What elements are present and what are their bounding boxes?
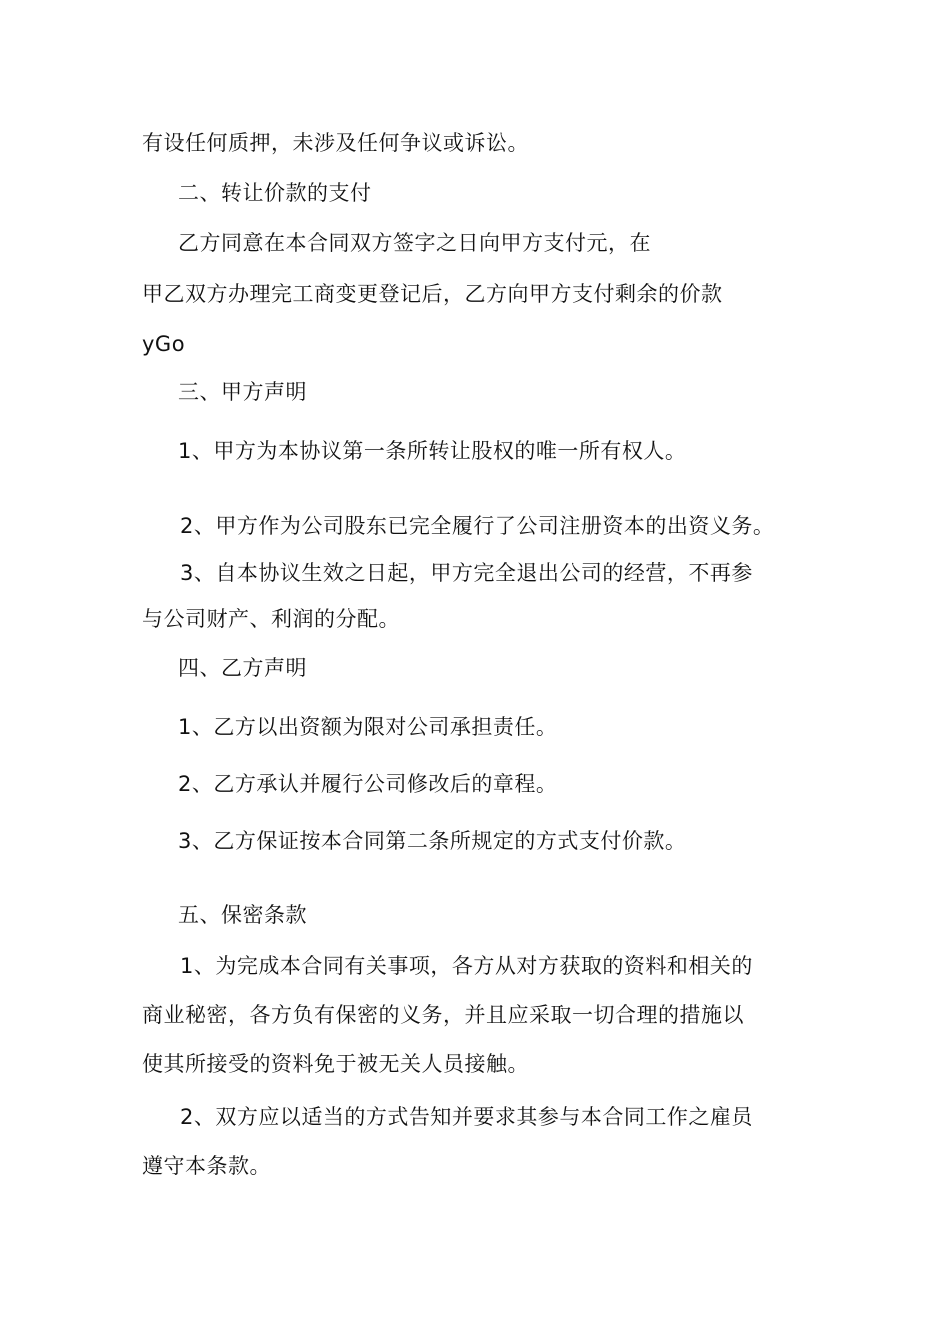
- clause-party-a-2: 2、甲方作为公司股东已完全履行了公司注册资本的出资义务。: [180, 514, 775, 538]
- paragraph-line-payment-2: 甲乙双方办理完工商变更登记后，乙方向甲方支付剩余的价款: [142, 282, 723, 306]
- clause-confidentiality-1-line-1: 1、为完成本合同有关事项，各方从对方获取的资料和相关的: [180, 954, 753, 978]
- clause-party-a-3-line-2: 与公司财产、利润的分配。: [142, 607, 400, 631]
- section-heading-party-a: 三、甲方声明: [178, 380, 307, 404]
- paragraph-line-payment-3: yGo: [142, 332, 186, 356]
- paragraph-line-payment-1: 乙方同意在本合同双方签字之日向甲方支付元，在: [178, 231, 651, 255]
- section-heading-payment: 二、转让价款的支付: [178, 181, 372, 205]
- clause-party-a-1: 1、甲方为本协议第一条所转让股权的唯一所有权人。: [178, 439, 687, 463]
- clause-confidentiality-1-line-3: 使其所接受的资料免于被无关人员接触。: [142, 1052, 529, 1076]
- clause-confidentiality-2-line-1: 2、双方应以适当的方式告知并要求其参与本合同工作之雇员: [180, 1105, 753, 1129]
- clause-confidentiality-1-line-2: 商业秘密，各方负有保密的义务，并且应采取一切合理的措施以: [142, 1003, 744, 1027]
- clause-party-a-3-line-1: 3、自本协议生效之日起，甲方完全退出公司的经营，不再参: [180, 561, 753, 585]
- section-heading-party-b: 四、乙方声明: [178, 656, 307, 680]
- clause-confidentiality-2-line-2: 遵守本条款。: [142, 1154, 271, 1178]
- clause-party-b-2: 2、乙方承认并履行公司修改后的章程。: [178, 772, 558, 796]
- clause-party-b-3: 3、乙方保证按本合同第二条所规定的方式支付价款。: [178, 829, 687, 853]
- section-heading-confidentiality: 五、保密条款: [178, 903, 307, 927]
- paragraph-line-continuation-pledge: 有设任何质押，未涉及任何争议或诉讼。: [142, 131, 529, 155]
- clause-party-b-1: 1、乙方以出资额为限对公司承担责任。: [178, 715, 558, 739]
